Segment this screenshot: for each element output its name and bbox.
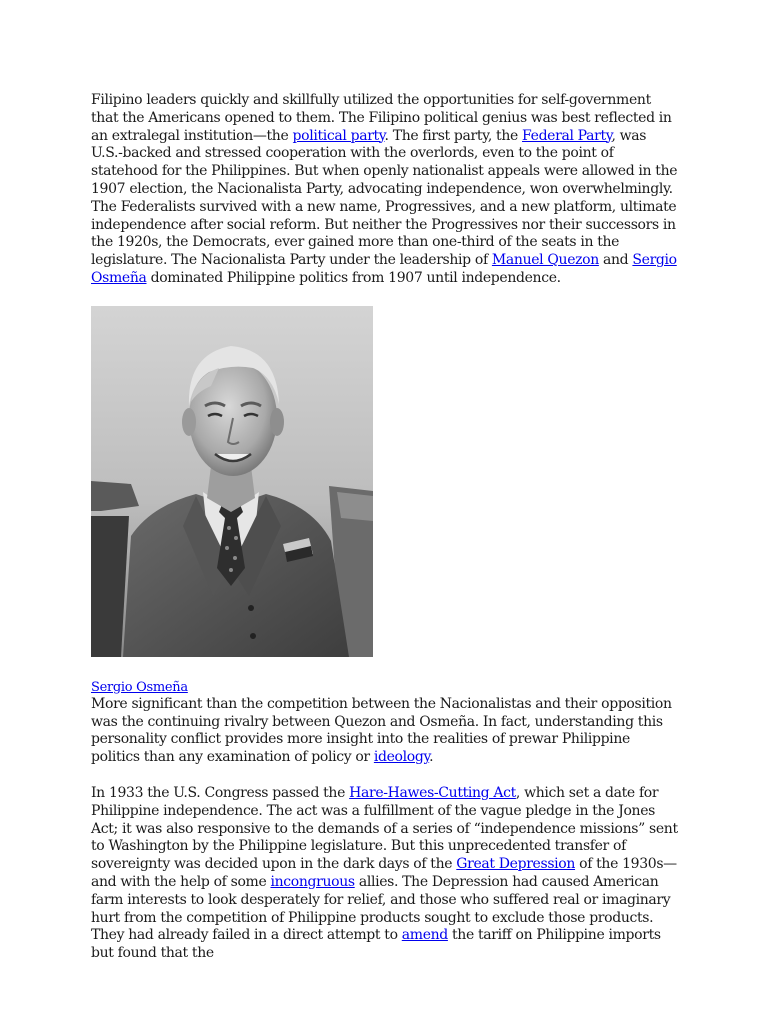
text: , was U.S.-backed and stressed cooperation with the overlords, even to the point of statehood for the Philippines. But when openly nationalist appeals were allowed in the 1907 election, the Nacionalista Party, advocating independence, won overwhelmingly. The Federalists survived with a new name, Progressives, and a new platform, ultimate independence after social reform. But neither the Progressives nor their successors in the 1920s, the Democrats, ever gained more than one-third of the seats in the legislature. The Nacionalista Party under the leadership of: [91, 127, 678, 269]
article-body: [91, 92, 681, 963]
text: allies. The Depression had caused American farm interests to look desperately for relief, and those who suffered real or imaginary hurt from the competition of Philippine products sought to exclude those products. They had already failed in a direct attempt to: [91, 873, 671, 944]
portrait-photo: [91, 306, 373, 657]
link-manuel-quezon[interactable]: Manuel Quezon: [491, 252, 599, 269]
text: of the 1930s—and with the help of some: [91, 856, 677, 890]
link-political-party[interactable]: political party: [292, 127, 385, 144]
text: . The first party, the: [384, 127, 523, 144]
text: Filipino leaders quickly and skillfully utilized the opportunities for self-government that the Americans opened to them. The Filipino political genius was best reflected in an extralegal institution—the: [91, 92, 672, 144]
text: , which set a date for Philippine independence. The act was a fulfillment of the vague pledge in the Jones Act; it was also responsive to the demands of a series of “independence missions” sent to Washington by the Philippine legislature. But this unprecedented transfer of sovereignty was decided upon in the dark days of the: [91, 784, 678, 873]
link-incongruous[interactable]: incongruous: [270, 873, 355, 890]
text: and: [598, 252, 633, 269]
link-hare-hawes-cutting-act[interactable]: Hare-Hawes-Cutting Act: [349, 784, 516, 801]
paragraph-1: [91, 92, 681, 288]
figure: [91, 306, 681, 696]
text: the tariff on Philippine imports but found that the: [91, 927, 661, 962]
paragraph-2: [91, 696, 681, 767]
text: In 1933 the U.S. Congress passed the: [91, 784, 350, 801]
paragraph-spacer: [91, 767, 681, 785]
link-ideology[interactable]: ideology: [373, 749, 430, 766]
photo-caption-link[interactable]: Sergio Osmeña: [91, 679, 188, 695]
text: More significant than the competition between the Nacionalistas and their opposition was the continuing rivalry between Quezon and Osmeña. In fact, understanding this personality conflict provides more insight into the realities of prewar Philippine politics than any examination of policy or: [91, 695, 672, 766]
link-amend[interactable]: amend: [401, 927, 448, 944]
text: dominated Philippine politics from 1907 until independence.: [146, 269, 561, 286]
paragraph-3: [91, 785, 681, 963]
link-federal-party[interactable]: Federal Party: [522, 127, 612, 144]
link-sergio-osmena[interactable]: Sergio Osmeña: [91, 252, 677, 286]
link-great-depression[interactable]: Great Depression: [456, 856, 576, 873]
text: .: [429, 749, 434, 766]
